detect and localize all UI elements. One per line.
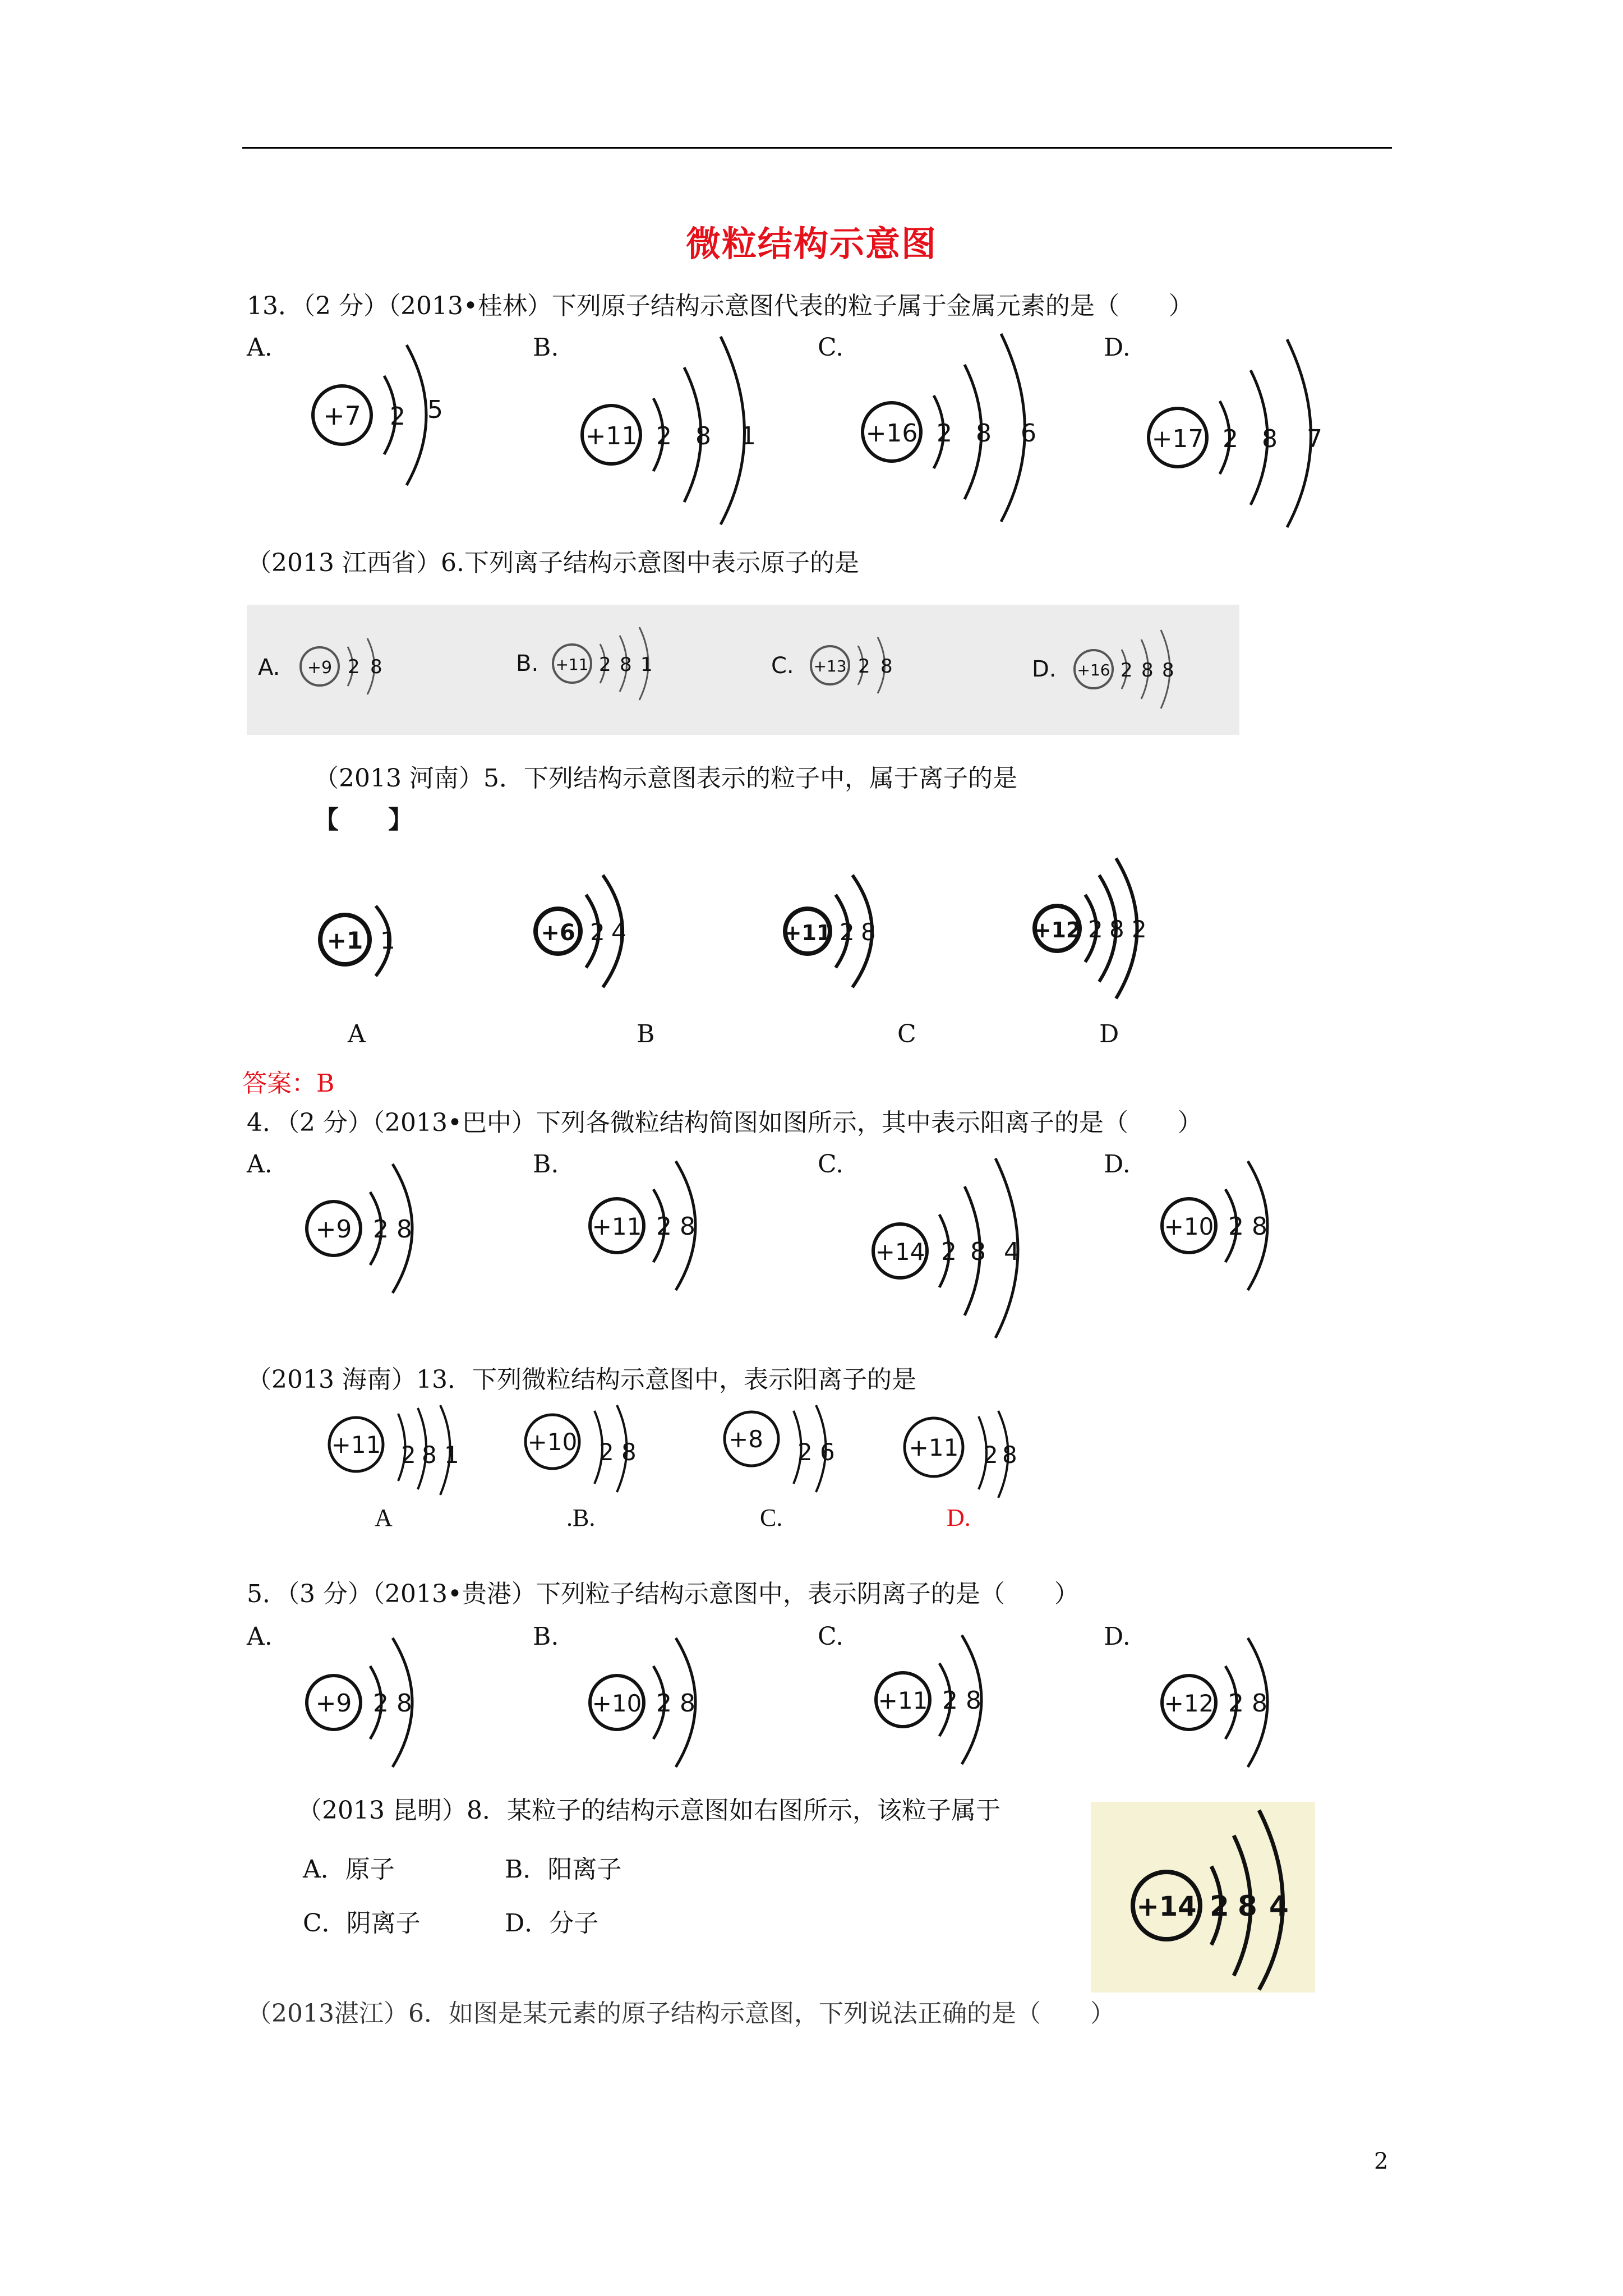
nucleus-charge: +11 <box>878 1687 928 1714</box>
shell-count: 8 <box>370 656 382 678</box>
shell-count: 8 <box>966 1686 981 1715</box>
nucleus-charge: +8 <box>728 1425 763 1453</box>
q2-scanned-figure <box>247 605 1239 735</box>
shell-count: 2 <box>797 1438 813 1466</box>
shell-count: 2 <box>590 918 605 946</box>
option-label: A. <box>258 655 280 680</box>
q3-bracket: 【 】 <box>314 806 413 834</box>
q7-scanned-figure <box>1091 1802 1315 1993</box>
q5-label-d-answer: D. <box>947 1504 971 1531</box>
shell-count: 8 <box>1109 915 1124 943</box>
nucleus-charge: +10 <box>1164 1213 1214 1240</box>
nucleus-charge: +17 <box>1151 425 1204 453</box>
shell-count: 8 <box>1002 1441 1017 1469</box>
shell-count: 2 <box>1223 425 1238 453</box>
q3-label-a: A <box>348 1020 366 1048</box>
shell-count: 2 <box>1228 1689 1244 1718</box>
nucleus-charge: +11 <box>909 1434 959 1461</box>
shell-count: 2 <box>599 654 611 676</box>
shell-count: 8 <box>620 654 632 676</box>
nucleus-charge: +11 <box>555 655 589 674</box>
q7-stem: （2013 昆明）8．某粒子的结构示意图如右图所示，该粒子属于 <box>297 1796 1000 1825</box>
q5-diagram-b <box>522 1402 656 1503</box>
shell-count: 4 <box>611 918 626 946</box>
nucleus-charge: +16 <box>865 419 918 448</box>
q5-diagram-a <box>325 1402 471 1503</box>
q6-diagram-c <box>869 1627 1004 1773</box>
q3-stem: （2013 河南）5．下列结构示意图表示的粒子中，属于离子的是 <box>314 764 1017 793</box>
nucleus-charge: +6 <box>541 920 575 946</box>
q6-diagram-b <box>583 1630 718 1775</box>
q6-stem: 5．（3 分）（2013•贵港）下列粒子结构示意图中，表示阴离子的是（ ） <box>247 1580 1079 1608</box>
shell-count: 8 <box>396 1215 412 1244</box>
shell-count: 8 <box>861 918 876 946</box>
shell-count: 2 <box>656 1212 672 1241</box>
option-label: D. <box>1032 656 1057 682</box>
q5-diagram-c <box>718 1400 852 1501</box>
shell-count: 8 <box>422 1441 437 1469</box>
page-title: 微粒结构示意图 <box>685 223 937 264</box>
shell-count: 8 <box>880 655 893 678</box>
q4-option-d: D. <box>1104 1150 1131 1179</box>
q7-choice-a: A．原子 <box>303 1855 395 1884</box>
shell-count: 2 <box>942 1686 958 1715</box>
shell-count: 8 <box>1262 425 1278 453</box>
q2-stem: （2013 江西省）6.下列离子结构示意图中表示原子的是 <box>247 549 859 577</box>
nucleus-charge: +9 <box>315 1689 352 1718</box>
q3-diagram-b <box>533 864 645 999</box>
nucleus-charge: +1 <box>326 927 363 954</box>
shell-count: 2 <box>373 1689 389 1718</box>
q3-diagram-a <box>314 892 409 987</box>
q3-answer: 答案：B <box>242 1069 335 1098</box>
shell-count: 8 <box>1252 1212 1267 1241</box>
q5-stem: （2013 海南）13．下列微粒结构示意图中，表示阳离子的是 <box>247 1365 916 1394</box>
shell-count: 8 <box>695 422 711 450</box>
shell-count: 2 <box>937 419 952 448</box>
q6-diagram-a <box>300 1630 435 1775</box>
shell-count: 2 <box>656 422 672 450</box>
q1-diagram-d <box>1144 328 1346 530</box>
q5-label-b: .B. <box>566 1504 596 1531</box>
q4-diagram-c <box>869 1150 1049 1341</box>
q4-option-b: B. <box>533 1150 559 1179</box>
shell-count: 1 <box>380 927 395 954</box>
shell-count: 2 <box>1132 915 1147 943</box>
shell-count: 2 <box>1228 1212 1244 1241</box>
q4-diagram-b <box>583 1153 718 1299</box>
shell-count: 1 <box>740 422 756 450</box>
option-label: C. <box>771 653 794 679</box>
q4-option-c: C. <box>818 1150 844 1179</box>
shell-count: 4 <box>1004 1237 1020 1266</box>
shell-count: 2 <box>840 918 855 946</box>
q5-label-c: C. <box>760 1504 783 1531</box>
q6-option-b: B. <box>533 1622 559 1651</box>
q4-diagram-a <box>300 1156 435 1301</box>
q7-choice-d: D．分子 <box>505 1909 599 1938</box>
q6-option-d: D. <box>1104 1622 1131 1651</box>
shell-count: 2 <box>1121 659 1133 682</box>
shell-count: 2 <box>1210 1890 1229 1922</box>
q1-diagram-b <box>578 325 780 527</box>
q4-stem: 4．（2 分）（2013•巴中）下列各微粒结构简图如图所示，其中表示阳离子的是（ ） <box>247 1108 1202 1137</box>
q1-option-d: D. <box>1104 333 1131 362</box>
shell-count: 8 <box>1141 659 1154 682</box>
q4-diagram-d <box>1155 1153 1290 1299</box>
q6-diagram-d <box>1155 1630 1290 1775</box>
shell-count: 8 <box>1238 1890 1257 1922</box>
shell-count: 2 <box>401 1441 416 1469</box>
q1-option-a: A. <box>247 333 273 362</box>
shell-count: 2 <box>599 1438 614 1466</box>
nucleus-charge: +14 <box>875 1238 925 1266</box>
shell-count: 8 <box>970 1237 986 1266</box>
page-number: 2 <box>1374 2148 1389 2174</box>
shell-count: 8 <box>1162 659 1174 682</box>
q8-stem: （2013湛江）6．如图是某元素的原子结构示意图，下列说法正确的是（ ） <box>247 1999 1115 2028</box>
shell-count: 8 <box>1252 1689 1267 1718</box>
shell-count: 2 <box>1088 915 1103 943</box>
q7-choice-b: B．阳离子 <box>505 1855 622 1884</box>
nucleus-charge: +11 <box>331 1431 381 1458</box>
nucleus-charge: +13 <box>813 657 847 675</box>
shell-count: 8 <box>621 1438 637 1466</box>
nucleus-charge: +12 <box>1033 918 1081 942</box>
q3-label-b: B <box>637 1020 655 1048</box>
option-label: B. <box>516 651 539 677</box>
shell-count: 7 <box>1307 425 1322 453</box>
nucleus-charge: +14 <box>1136 1891 1197 1922</box>
nucleus-charge: +9 <box>307 658 333 678</box>
q6-option-c: C. <box>818 1622 844 1651</box>
q3-diagram-d <box>1032 853 1166 1004</box>
nucleus-charge: +7 <box>323 401 361 431</box>
shell-count: 1 <box>640 654 653 676</box>
nucleus-charge: +11 <box>585 422 638 450</box>
nucleus-charge: +9 <box>315 1215 352 1244</box>
q1-option-b: B. <box>533 333 559 362</box>
q3-diagram-c <box>782 864 895 999</box>
shell-count: 2 <box>941 1237 957 1266</box>
q4-option-a: A. <box>247 1150 273 1179</box>
q1-diagram-a <box>303 334 449 496</box>
shell-count: 2 <box>390 402 405 431</box>
q3-label-c: C <box>897 1020 916 1048</box>
shell-count: 4 <box>1269 1890 1289 1922</box>
nucleus-charge: +10 <box>592 1690 642 1717</box>
shell-count: 8 <box>396 1689 412 1718</box>
nucleus-charge: +11 <box>783 921 832 945</box>
nucleus-charge: +12 <box>1164 1690 1214 1717</box>
shell-count: 8 <box>680 1212 695 1241</box>
shell-count: 8 <box>680 1689 695 1718</box>
header-rule <box>242 147 1392 149</box>
q6-option-a: A. <box>247 1622 273 1651</box>
nucleus-charge: +10 <box>527 1428 578 1456</box>
shell-count: 5 <box>427 395 443 424</box>
nucleus-charge: +16 <box>1077 661 1110 679</box>
shell-count: 8 <box>976 419 992 448</box>
shell-count: 6 <box>820 1438 835 1466</box>
shell-count: 1 <box>444 1441 459 1469</box>
nucleus-charge: +11 <box>592 1213 642 1240</box>
q3-label-d: D <box>1099 1020 1119 1048</box>
q5-diagram-d <box>900 1402 1035 1503</box>
shell-count: 2 <box>858 655 870 678</box>
shell-count: 6 <box>1021 419 1036 448</box>
q5-label-a: A <box>375 1504 393 1531</box>
q1-diagram-c <box>858 325 1060 527</box>
shell-count: 2 <box>656 1689 672 1718</box>
q7-choice-c: C．阴离子 <box>303 1909 421 1938</box>
q1-stem: 13．（2 分）（2013•桂林）下列原子结构示意图代表的粒子属于金属元素的是（ ） <box>247 292 1193 320</box>
shell-count: 2 <box>348 656 360 678</box>
shell-count: 2 <box>373 1215 389 1244</box>
q1-option-c: C. <box>818 333 844 362</box>
shell-count: 2 <box>983 1441 998 1469</box>
